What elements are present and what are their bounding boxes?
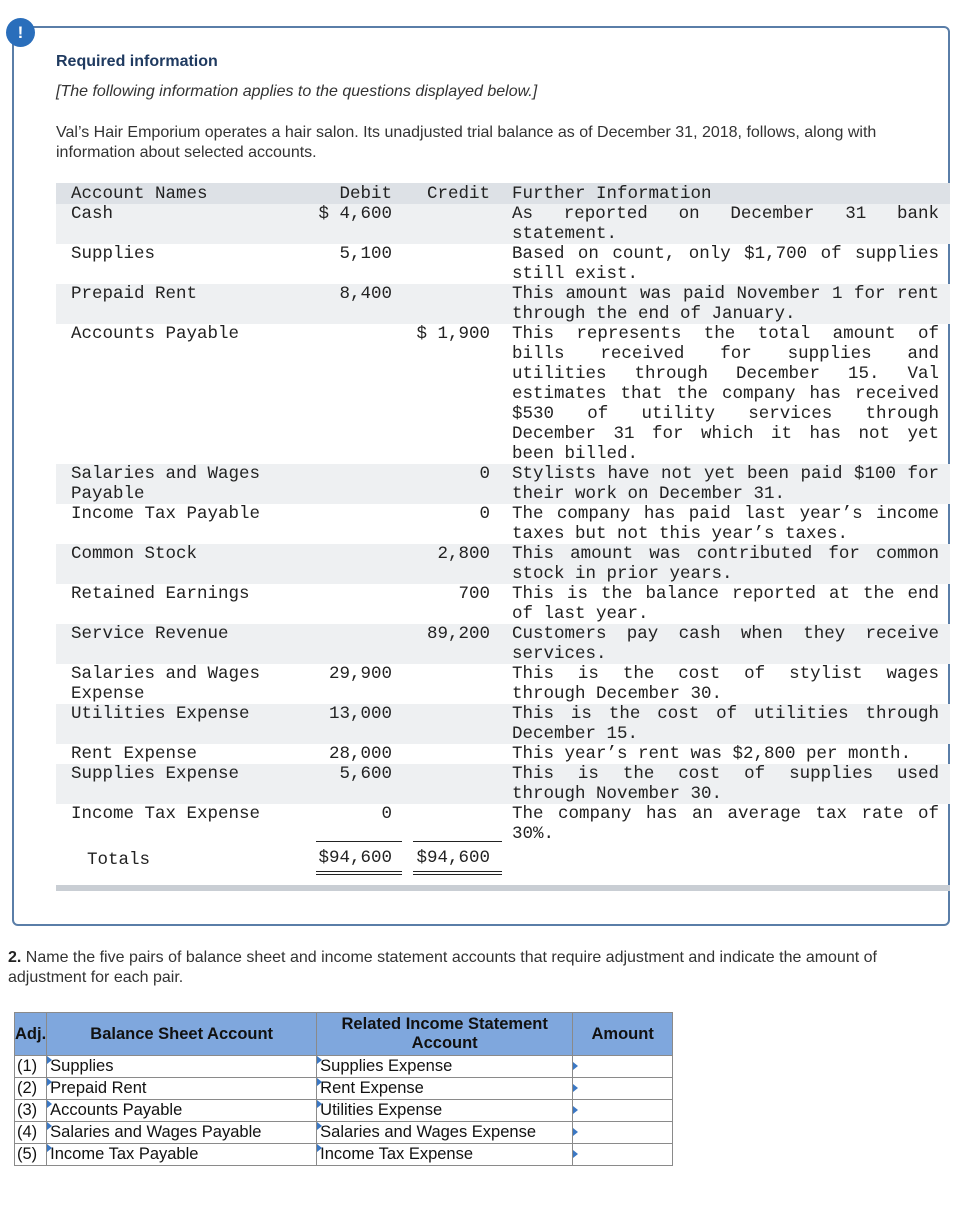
input-marker-icon <box>573 1150 578 1158</box>
further-information: The company has paid last year’s income taxes but not this year’s taxes. <box>512 504 939 544</box>
further-information: Customers pay cash when they receive services. <box>512 624 939 664</box>
income-statement-account-select[interactable] <box>317 1078 573 1100</box>
question-number: 2. <box>8 949 22 966</box>
credit-value: 89,200 <box>426 624 490 644</box>
totals-label: Totals <box>87 850 151 870</box>
further-information: As reported on December 31 bank statement. <box>512 204 939 244</box>
credit-value: 0 <box>479 504 490 524</box>
applies-note: [The following information applies to the questions displayed below.] <box>56 83 538 100</box>
question-text: Name the five pairs of balance sheet and income statement accounts that require adjustment and indicate the amount of adjustment for each pair. <box>8 949 877 986</box>
further-information: This is the balance reported at the end of last year. <box>512 584 939 624</box>
col-header-credit: Credit <box>426 184 490 204</box>
income-statement-account-value: Supplies Expense <box>320 1057 453 1075</box>
account-name: Utilities Expense <box>71 704 250 724</box>
required-information-title: Required information <box>56 53 218 70</box>
debit-value: 28,000 <box>328 744 392 764</box>
account-name: Supplies Expense <box>71 764 240 784</box>
input-marker-icon <box>573 1106 578 1114</box>
question-prompt <box>8 948 908 988</box>
header-related-income-statement-account: Related Income Statement Account <box>317 1013 573 1056</box>
debit-value: 5,100 <box>339 244 392 264</box>
input-marker-icon <box>573 1084 578 1092</box>
table-row <box>15 1056 673 1078</box>
balance-sheet-account-value: Salaries and Wages Payable <box>50 1123 262 1141</box>
debit-value: 29,900 <box>328 664 392 684</box>
account-name: Salaries and Wages Expense <box>71 664 261 704</box>
balance-sheet-account-select[interactable] <box>47 1056 317 1078</box>
dropdown-marker-icon <box>317 1078 322 1086</box>
account-name: Income Tax Payable <box>71 504 261 524</box>
income-statement-account-value: Utilities Expense <box>320 1101 443 1119</box>
header-amount: Amount <box>573 1013 673 1056</box>
adj-number: (4) <box>15 1122 47 1144</box>
debit-value: 0 <box>381 804 392 824</box>
dropdown-marker-icon <box>317 1056 322 1064</box>
table-row <box>15 1078 673 1100</box>
further-information: The company has an average tax rate of 30%. <box>512 804 939 844</box>
account-name: Accounts Payable <box>71 324 240 344</box>
further-information: Stylists have not yet been paid $100 for their work on December 31. <box>512 464 939 504</box>
credit-total-double-underline <box>413 871 502 872</box>
account-name: Supplies <box>71 244 156 264</box>
adj-number: (3) <box>15 1100 47 1122</box>
income-statement-account-select[interactable] <box>317 1100 573 1122</box>
dropdown-marker-icon <box>47 1056 52 1064</box>
income-statement-account-select[interactable] <box>317 1144 573 1166</box>
further-information: This represents the total amount of bills received for supplies and utilities through December 15. Val estimates that the company has received $530 of utility services through December 31 for which it has not yet been billed. <box>512 324 939 464</box>
table-row <box>15 1144 673 1166</box>
input-marker-icon <box>573 1128 578 1136</box>
table-row <box>15 1100 673 1122</box>
credit-total-underline <box>413 841 502 842</box>
credit-value: 0 <box>479 464 490 484</box>
income-statement-account-select[interactable] <box>317 1056 573 1078</box>
account-name: Prepaid Rent <box>71 284 198 304</box>
further-information: This is the cost of supplies used through November 30. <box>512 764 939 804</box>
input-marker-icon <box>573 1062 578 1070</box>
income-statement-account-select[interactable] <box>317 1122 573 1144</box>
credit-value: $ 1,900 <box>416 324 490 344</box>
balance-sheet-account-select[interactable] <box>47 1144 317 1166</box>
debit-total-double-underline <box>316 871 402 872</box>
amount-input[interactable] <box>573 1100 673 1122</box>
credit-total-double-underline <box>413 874 502 875</box>
amount-input[interactable] <box>573 1122 673 1144</box>
income-statement-account-value: Income Tax Expense <box>320 1145 474 1163</box>
alert-icon: ! <box>6 18 35 47</box>
account-name: Rent Expense <box>71 744 198 764</box>
credit-total: $94,600 <box>416 848 490 868</box>
table-row <box>15 1122 673 1144</box>
amount-input[interactable] <box>573 1078 673 1100</box>
debit-total-underline <box>316 841 402 842</box>
balance-sheet-account-select[interactable] <box>47 1100 317 1122</box>
adj-number: (1) <box>15 1056 47 1078</box>
dropdown-marker-icon <box>47 1122 52 1130</box>
debit-value: 5,600 <box>339 764 392 784</box>
intro-paragraph: Val’s Hair Emporium operates a hair salon. Its unadjusted trial balance as of December 31, 2018, follows, along with information about selected accounts. <box>56 124 877 161</box>
account-name: Retained Earnings <box>71 584 250 604</box>
dropdown-marker-icon <box>317 1144 322 1152</box>
adjustments-table <box>14 1012 673 1166</box>
col-header-account-names: Account Names <box>71 184 208 204</box>
dropdown-marker-icon <box>317 1100 322 1108</box>
trial-balance-bottom-bar <box>56 885 950 891</box>
debit-value: $ 4,600 <box>318 204 392 224</box>
dropdown-marker-icon <box>47 1100 52 1108</box>
debit-total-double-underline <box>316 874 402 875</box>
balance-sheet-account-select[interactable] <box>47 1122 317 1144</box>
dropdown-marker-icon <box>317 1122 322 1130</box>
account-name: Salaries and Wages Payable <box>71 464 261 504</box>
amount-input[interactable] <box>573 1144 673 1166</box>
balance-sheet-account-value: Supplies <box>50 1057 114 1075</box>
balance-sheet-account-value: Accounts Payable <box>50 1101 183 1119</box>
debit-value: 8,400 <box>339 284 392 304</box>
dropdown-marker-icon <box>47 1144 52 1152</box>
dropdown-marker-icon <box>47 1078 52 1086</box>
further-information: This is the cost of stylist wages through December 30. <box>512 664 939 704</box>
header-balance-sheet-account: Balance Sheet Account <box>47 1013 317 1056</box>
col-header-debit: Debit <box>339 184 392 204</box>
balance-sheet-account-value: Prepaid Rent <box>50 1079 147 1097</box>
further-information: This amount was contributed for common stock in prior years. <box>512 544 939 584</box>
account-name: Service Revenue <box>71 624 229 644</box>
debit-value: 13,000 <box>328 704 392 724</box>
credit-value: 2,800 <box>437 544 490 564</box>
account-name: Income Tax Expense <box>71 804 261 824</box>
debit-total: $94,600 <box>318 848 392 868</box>
credit-value: 700 <box>458 584 490 604</box>
balance-sheet-account-select[interactable] <box>47 1078 317 1100</box>
header-adj: Adj. <box>15 1013 47 1056</box>
account-name: Cash <box>71 204 114 224</box>
adj-number: (2) <box>15 1078 47 1100</box>
income-statement-account-value: Salaries and Wages Expense <box>320 1123 537 1141</box>
account-name: Common Stock <box>71 544 198 564</box>
adj-number: (5) <box>15 1144 47 1166</box>
further-information: Based on count, only $1,700 of supplies still exist. <box>512 244 939 284</box>
further-information: This amount was paid November 1 for rent through the end of January. <box>512 284 939 324</box>
income-statement-account-value: Rent Expense <box>320 1079 424 1097</box>
further-information: This is the cost of utilities through December 15. <box>512 704 939 744</box>
col-header-further-information: Further Information <box>512 184 712 204</box>
amount-input[interactable] <box>573 1056 673 1078</box>
balance-sheet-account-value: Income Tax Payable <box>50 1145 199 1163</box>
further-information: This year’s rent was $2,800 per month. <box>512 744 912 764</box>
